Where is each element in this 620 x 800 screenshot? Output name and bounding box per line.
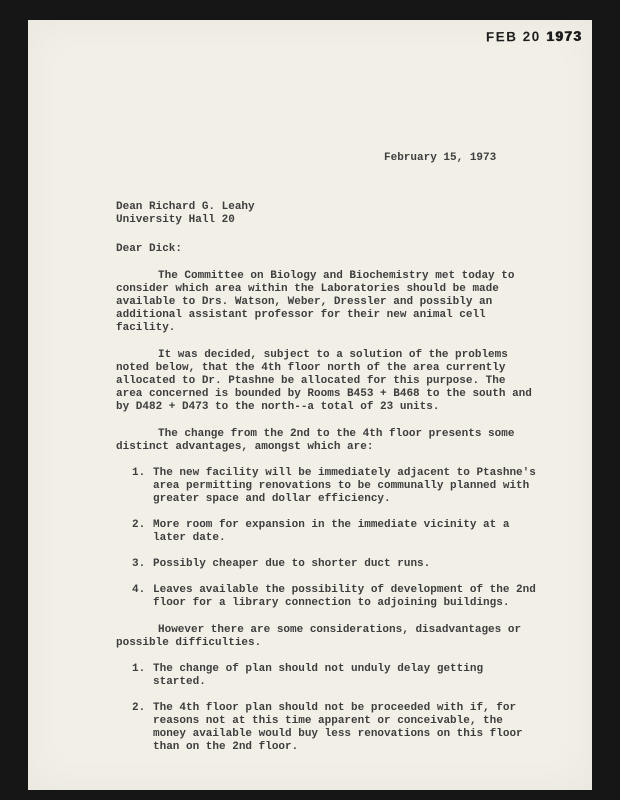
list-item-number: 3. [132, 558, 146, 570]
salutation: Dear Dick: [116, 243, 183, 255]
list-item-text: The 4th floor plan should not be proceeded with if, for reasons not at this time apparent or conceivable, the money available would buy less renovations on this floor than on the 2nd floor. [153, 702, 523, 753]
letter-date: February 15, 1973 [384, 152, 497, 164]
letter-page [28, 20, 592, 790]
paragraph-decision: It was decided, subject to a solution of the problems noted below, that the 4th floor north of the area currently allocated to Dr. Ptashne be allocated for this purpose. The area concerned is bounded by Rooms B453 + B468 to the south and by D482 + D473 to the north--a total of 23 units. [116, 349, 532, 413]
list-item-number: 2. [132, 519, 146, 531]
stamp-year: 1973 [545, 28, 583, 44]
difficulties-list [132, 663, 536, 754]
advantages-list [132, 467, 536, 610]
paragraph-considerations-intro: However there are some considerations, disadvantages or possible difficulties. [116, 624, 522, 649]
list-item-text: The change of plan should not unduly delay getting started. [153, 663, 484, 688]
recipient-block [116, 201, 536, 227]
paragraph-committee: The Committee on Biology and Biochemistry met today to consider which area within the Laboratories should be made available to Drs. Watson, Weber, Dressler and possibly an additional assistant professor for their new animal cell facility. [116, 270, 515, 334]
paragraph-advantages-intro: The change from the 2nd to the 4th floor presents some distinct advantages, amongst which are: [116, 428, 515, 453]
stamp-month-day: FEB 20 [485, 28, 541, 45]
recipient-name: Dean Richard G. Leahy [116, 201, 255, 213]
advantage-item [132, 519, 536, 545]
advantage-item [132, 467, 536, 506]
letter-body [28, 20, 592, 754]
list-item-text: The new facility will be immediately adjacent to Ptashne's area permitting renovations to be communally planned with greater space and dollar efficiency. [153, 467, 536, 505]
list-item-number: 4. [132, 584, 146, 596]
list-item-text: Leaves available the possibility of development of the 2nd floor for a library connection to adjoining buildings. [153, 584, 536, 609]
advantage-item [132, 584, 536, 610]
difficulty-item [132, 702, 536, 754]
list-item-number: 1. [132, 663, 146, 675]
list-item-number: 1. [132, 467, 146, 479]
difficulty-item [132, 663, 536, 689]
advantage-item [132, 558, 536, 571]
list-item-text: Possibly cheaper due to shorter duct runs. [153, 558, 431, 570]
recipient-address: University Hall 20 [116, 214, 235, 226]
list-item-number: 2. [132, 702, 146, 714]
list-item-text: More room for expansion in the immediate vicinity at a later date. [153, 519, 510, 544]
